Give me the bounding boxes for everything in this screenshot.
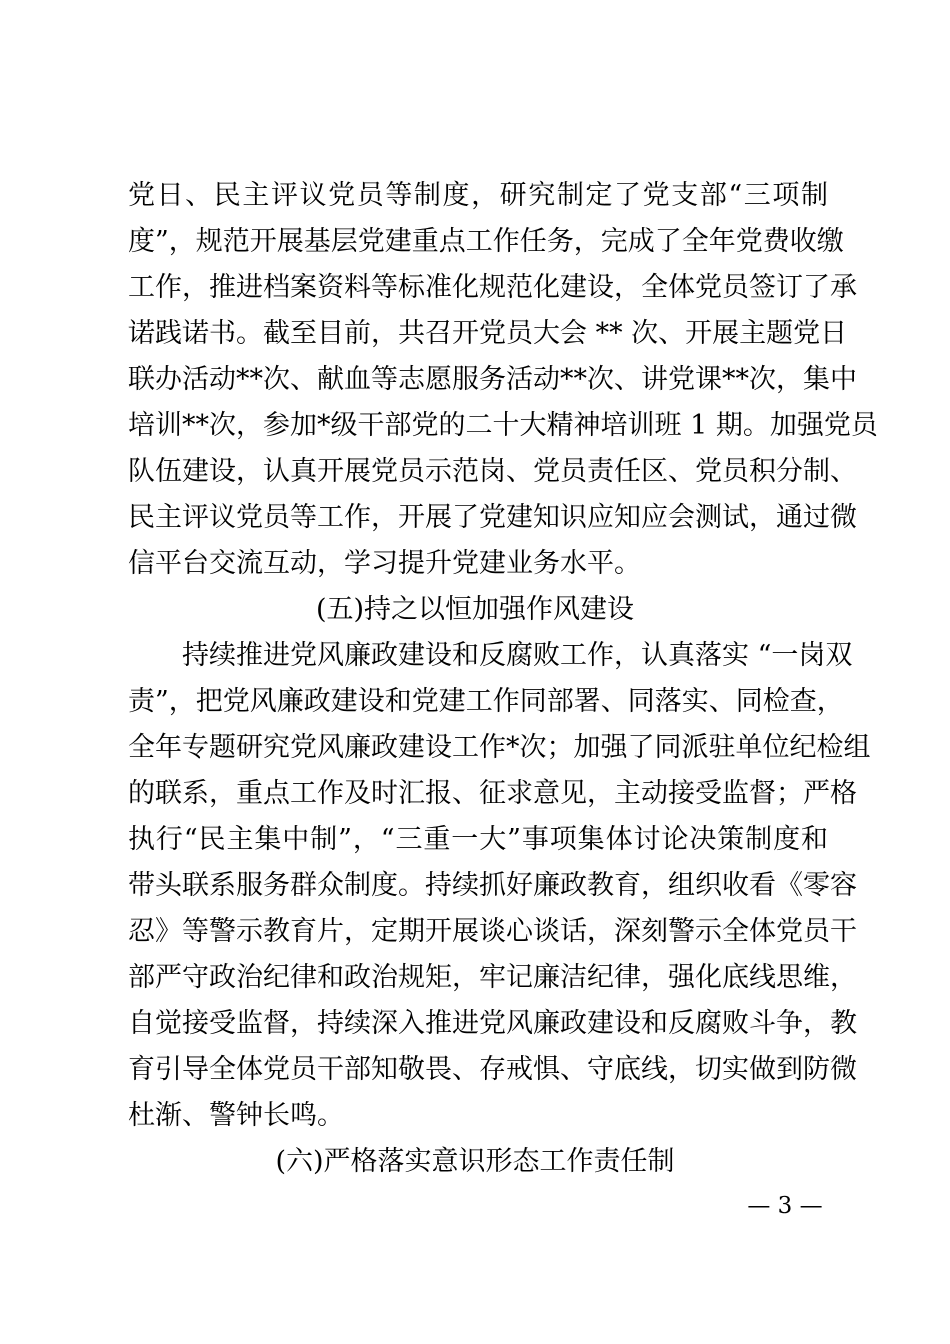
paragraph-line: 诺践诺书。截至目前，共召开党员大会 ** 次、开展主题党日: [128, 318, 848, 349]
paragraph-line: 带头联系服务群众制度。持续抓好廉政教育，组织收看《零容: [128, 870, 857, 901]
paragraph-line: 信平台交流互动，学习提升党建业务水平。: [128, 548, 641, 579]
paragraph-line: 度”，规范开展基层党建重点工作任务，完成了全年党费收缴: [128, 226, 844, 257]
paragraph-line: 忍》等警示教育片，定期开展谈心谈话，深刻警示全体党员干: [128, 916, 857, 947]
paragraph-line: 民主评议党员等工作，开展了党建知识应知应会测试，通过微: [128, 502, 857, 533]
paragraph-line: 育引导全体党员干部知敬畏、存戒惧、守底线，切实做到防微: [128, 1054, 857, 1085]
paragraph-line: 全年专题研究党风廉政建设工作*次；加强了同派驻单位纪检组: [128, 732, 871, 763]
paragraph-line: 的联系，重点工作及时汇报、征求意见，主动接受监督；严格: [128, 778, 857, 809]
paragraph-line: 联办活动**次、献血等志愿服务活动**次、讲党课**次，集中: [128, 364, 857, 395]
paragraph-line: 责”，把党风廉政建设和党建工作同部署、同落实、同检查，: [128, 686, 844, 717]
paragraph-line: 工作，推进档案资料等标准化规范化建设，全体党员签订了承: [128, 272, 857, 303]
paragraph-line: 党日、民主评议党员等制度，研究制定了党支部“三项制: [128, 180, 828, 211]
section-heading-5: (五)持之以恒加强作风建设: [315, 594, 635, 625]
paragraph-line: 培训**次，参加*级干部党的二十大精神培训班 1 期。加强党员: [128, 410, 878, 441]
paragraph-line: 部严守政治纪律和政治规矩，牢记廉洁纪律，强化底线思维，: [128, 962, 857, 993]
paragraph-line: 持续推进党风廉政建设和反腐败工作，认真落实 “一岗双: [182, 640, 853, 671]
paragraph-line: 杜渐、警钟长鸣。: [128, 1100, 344, 1131]
paragraph-line: 队伍建设，认真开展党员示范岗、党员责任区、党员积分制、: [128, 456, 857, 487]
section-heading-6: (六)严格落实意识形态工作责任制: [275, 1146, 675, 1177]
page-number: — 3 —: [747, 1193, 823, 1219]
paragraph-line: 自觉接受监督，持续深入推进党风廉政建设和反腐败斗争，教: [128, 1008, 857, 1039]
paragraph-line: 执行“民主集中制”，“三重一大”事项集体讨论决策制度和: [128, 824, 828, 855]
